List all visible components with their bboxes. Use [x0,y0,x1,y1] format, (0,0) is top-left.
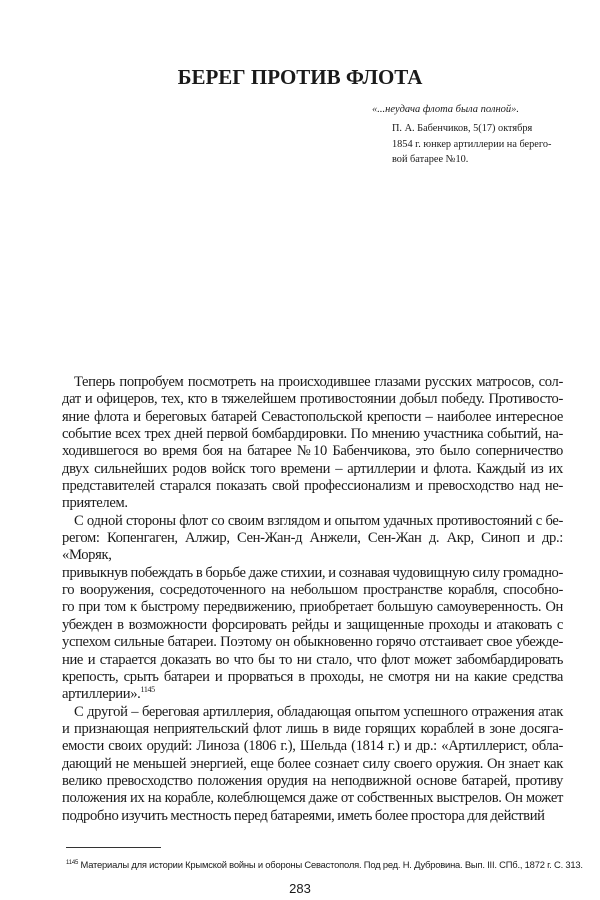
text-line [62,495,563,512]
line-text: го вооружения, сосредоточенного на небольшом пространстве корабля, способно- [62,582,563,599]
footnote-ref: 1145 [140,685,155,695]
text-line [62,478,563,495]
attribution-line: вой батарее №10. [392,154,469,165]
text-line [62,461,563,478]
line-text: дающий не меньшей энергией, еще более сознает силу своего оружия. Он знает как [62,755,563,772]
line-text: С другой – береговая артиллерия, обладающая опытом успешного отражения атак [74,703,563,720]
text-line [62,513,563,530]
text-line [62,617,563,634]
line-text: двух сильнейших родов войск того времени – артиллерии и флота. Каждый из их [62,460,563,477]
epigraph-attribution [392,121,551,168]
line-text: событие всех трех дней первой бомбардировки. По мнению участника событий, на- [62,426,563,443]
attribution-line: П. А. Бабенчиков, 5(17) октября [392,123,533,134]
footnote-divider [66,847,161,848]
text-line [62,565,563,582]
paragraph [62,704,563,825]
footnote-text: Материалы для истории Крымской войны и обороны Севастополя. Под ред. Н. Дубровина. Вып. III. СПб., 1872 г. С. 313. [80,858,583,870]
line-text: Теперь попробуем посмотреть на происходившее глазами русских матросов, сол- [74,374,563,390]
text-line [62,704,563,721]
text-line [62,808,563,825]
line-text: регом: Копенгаген, Алжир, Сен-Жан-д Анжели, Сен-Жан д. Акр, Синоп и др.: «Моряк, [62,530,563,564]
line-text: привыкнув побеждать в борьбе даже стихии, и сознавая чудовищную силу громадно- [62,564,563,581]
text-line [62,738,563,755]
line-text: крепость, срыть батареи и прорваться в проходы, не смотря ни на какие средства [62,668,563,685]
footnote [66,858,583,871]
page-number: 283 [289,880,311,896]
line-text: представителей старался показать свой профессионализм и превосходство над не- [62,478,563,495]
text-line [62,669,563,686]
text-line [62,790,563,807]
text-line [62,652,563,669]
line-text: ходившегося во время боя на батарее №10 Бабенчикова, это было соперничество [62,443,563,460]
text-line [62,721,563,738]
text-line [62,374,563,391]
chapter-title: БЕРЕГ ПРОТИВ ФЛОТА [177,65,423,89]
attribution-line: 1854 г. юнкер артиллерии на берего- [392,138,552,150]
text-line [62,443,563,460]
line-text: яние флота и береговых батарей Севастопольской крепости – наиболее интересное [62,408,563,425]
text-line [62,686,563,703]
text-line [62,530,563,565]
line-text: емости своих орудий: Линоза (1806 г.), Шельда (1814 г.) и др.: «Артиллерист, обла- [62,738,563,755]
text-line [62,409,563,426]
text-line [62,426,563,443]
line-text: подробно изучить местность перед батареями, иметь более простора для действий [62,807,545,824]
text-line [62,599,563,616]
line-text: приятелем. [62,495,128,512]
line-text: С одной стороны флот со своим взглядом и опытом удачных противостояний с бе- [74,512,563,529]
text-line [62,773,563,790]
text-line [62,582,563,599]
text-line [62,756,563,773]
page-content [62,374,583,897]
line-text: убежден в возможности форсировать рейды и защищенные проходы и атаковать с [62,616,563,633]
text-line [62,391,563,408]
line-text: го при том к быстрому передвижению, приобретает большую самоуверенность. Он [62,599,563,616]
paragraph [62,374,563,513]
text-line [62,634,563,651]
line-text: артиллерии». [62,686,141,703]
line-text: и признающая неприятельский флот лишь в виде горящих кораблей в зоне досяга- [62,720,563,737]
paragraph [62,513,563,704]
line-text: велико превосходство положения орудия на неподвижной основе батарей, противу [62,772,563,789]
footnote-number: 1145 [66,859,79,866]
line-text: успехом сильные батареи. Поэтому он обыкновенно горячо отстаивает свое убежде- [62,634,563,651]
line-text: положения их на корабле, колеблющемся даже от собственных выстрелов. Он может [62,790,563,807]
body-text [62,374,563,825]
line-text: ние и старается доказать во что бы то ни стало, что флот может забомбардировать [62,651,563,668]
epigraph: «...неудача флота была полной». [372,104,520,115]
line-text: дат и офицеров, тех, кто в тяжелейшем противостоянии добыл победу. Противосто- [62,391,563,408]
